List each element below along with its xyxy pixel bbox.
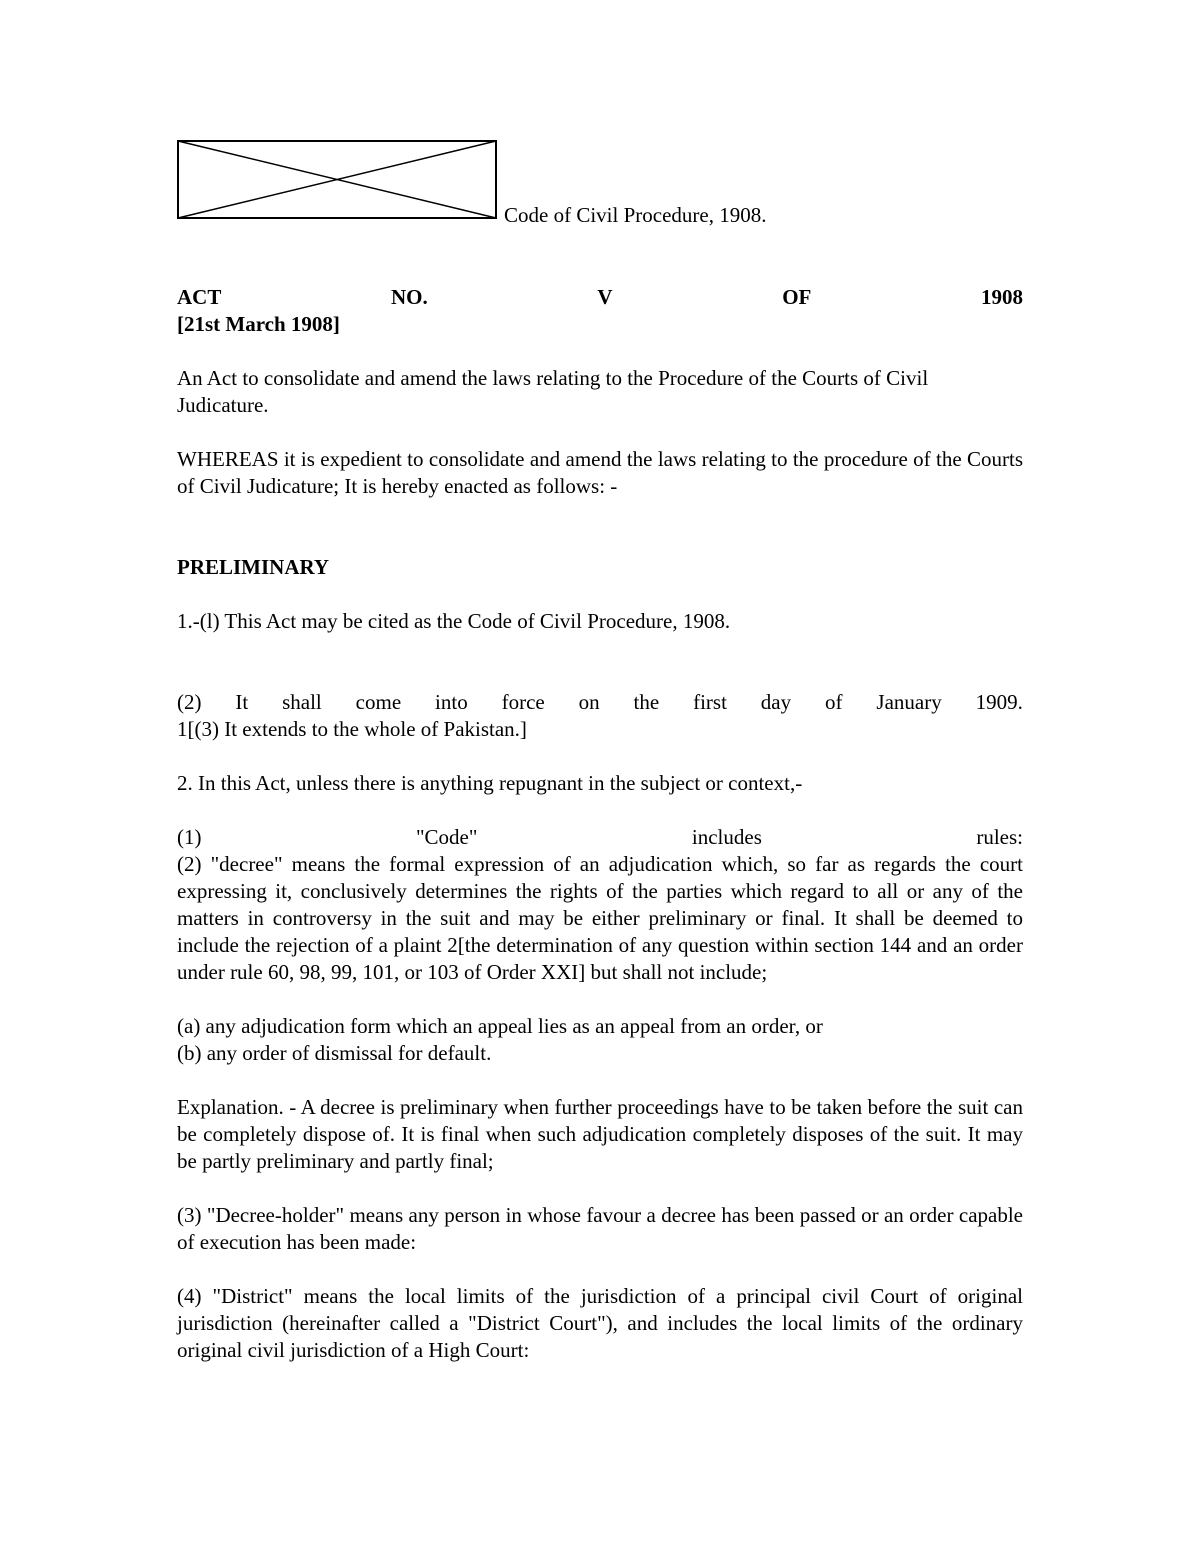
word: rules: [976,825,1023,849]
act-date: [21st March 1908] [177,312,340,336]
word: It [235,690,249,714]
section-1-sub-1: 1.-(l) This Act may be cited as the Code of Civil Procedure, 1908. [177,609,731,633]
exclusion-b: (b) any order of dismissal for default. [177,1041,492,1065]
section-1-sub-2 [177,689,1023,716]
decree-holder-definition: (3) "Decree-holder" means any person in whose favour a decree has been passed or an order capable of execution has been made: [177,1203,1023,1254]
long-title: An Act to consolidate and amend the laws relating to the Procedure of the Courts of Civil Judicature. [177,366,929,417]
word: (2) [177,690,202,714]
word: includes [691,825,762,849]
act-word: 1908 [981,285,1023,309]
act-word: OF [782,285,812,309]
word: come [355,690,402,714]
document-title: Code of Civil Procedure, 1908. [504,203,767,227]
exclusion-a: (a) any adjudication form which an appeal lies as an appeal from an order, or [177,1014,823,1038]
act-word: V [597,285,613,309]
explanation: Explanation. - A decree is preliminary when further proceedings have to be taken before the suit can be completely dispose of. It is final when such adjudication completely disposes of the suit. It may be partly preliminary and partly final; [177,1095,1023,1173]
document-header [177,140,1023,227]
word: on [578,690,600,714]
word: shall [282,690,322,714]
word: (1) [177,825,202,849]
word: first [693,690,727,714]
code-definition [177,824,1023,851]
act-number-line [177,284,1023,311]
broken-image-placeholder [177,140,497,219]
preamble: WHEREAS it is expedient to consolidate and amend the laws relating to the procedure of the Courts of Civil Judicature; It is hereby enacted as follows: - [177,447,1023,498]
word: 1909. [975,690,1023,714]
section-2-intro: 2. In this Act, unless there is anything repugnant in the subject or context,- [177,771,803,795]
word: "Code" [415,825,478,849]
decree-definition: (2) "decree" means the formal expression of an adjudication which, so far as regards the court expressing it, conclusively determines the rights of the parties which regard to all or any of the matters in controversy in the suit and may be either preliminary or final. It shall be deemed to include the rejection of a plaint 2[the determination of any question within section 144 and an order under rule 60, 98, 99, 101, or 103 of Order XXI] but shall not include; [177,852,1023,984]
act-word: NO. [390,285,428,309]
act-word: ACT [177,285,222,309]
word: day [760,690,792,714]
word: of [825,690,843,714]
word: January [876,690,942,714]
word: force [501,690,545,714]
preliminary-heading: PRELIMINARY [177,555,330,579]
word: the [633,690,660,714]
word: into [435,690,468,714]
section-1-sub-3: 1[(3) It extends to the whole of Pakistan.] [177,717,527,741]
document-page [177,140,1023,1364]
district-definition: (4) "District" means the local limits of the jurisdiction of a principal civil Court of original jurisdiction (hereinafter called a "District Court"), and includes the local limits of the ordinary original civil jurisdiction of a High Court: [177,1284,1023,1362]
